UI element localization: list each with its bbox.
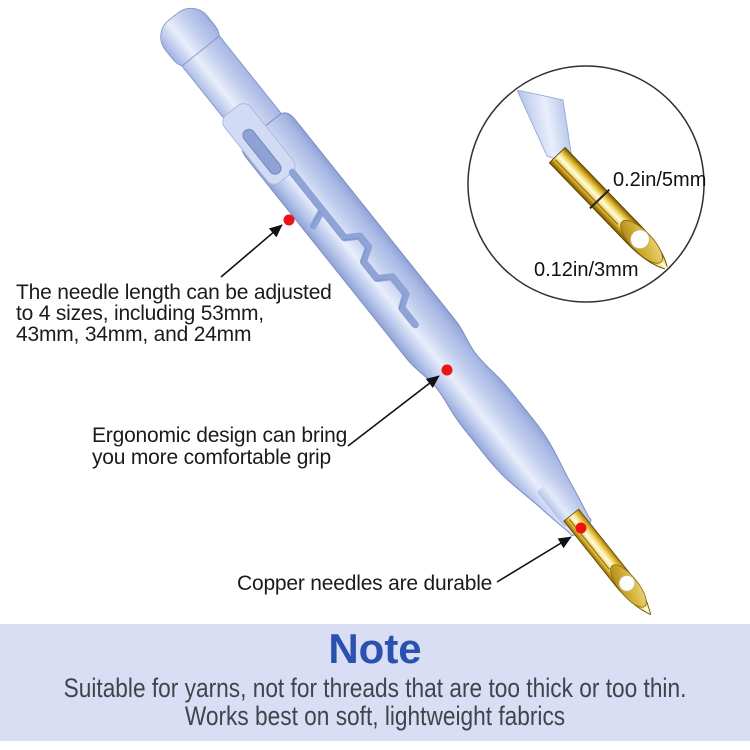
annotation-line: 43mm, 34mm, and 24mm	[16, 323, 252, 346]
annotation-line: The needle length can be adjusted	[16, 281, 332, 304]
callout-dot-copper	[576, 523, 587, 534]
annotation-ergonomic	[92, 425, 347, 469]
inset-label-tip-length: 0.2in/5mm	[613, 169, 707, 191]
annotation-needle-length	[16, 282, 332, 345]
note-panel	[0, 624, 750, 741]
annotation-copper	[237, 573, 492, 594]
note-line: Works best on soft, lightweight fabrics	[184, 701, 566, 731]
annotation-line: to 4 sizes, including 53mm,	[16, 302, 264, 325]
annotation-line: Ergonomic design can bring	[92, 424, 348, 447]
annotation-line: Copper needles are durable	[237, 572, 493, 595]
note-line: Suitable for yarns, not for threads that are too thick or too thin.	[63, 673, 687, 703]
callout-arrow-needle-length	[221, 225, 282, 277]
callout-dot-ergonomic	[442, 365, 453, 376]
callout-arrow-copper	[497, 537, 571, 582]
annotation-line: you more comfortable grip	[92, 446, 331, 469]
note-title: Note	[328, 625, 422, 672]
note-body	[0, 674, 750, 730]
callout-arrow-ergonomic	[348, 376, 439, 446]
callout-dot-needle-length	[284, 215, 295, 226]
inset-label-tip-diameter: 0.12in/3mm	[534, 259, 639, 281]
